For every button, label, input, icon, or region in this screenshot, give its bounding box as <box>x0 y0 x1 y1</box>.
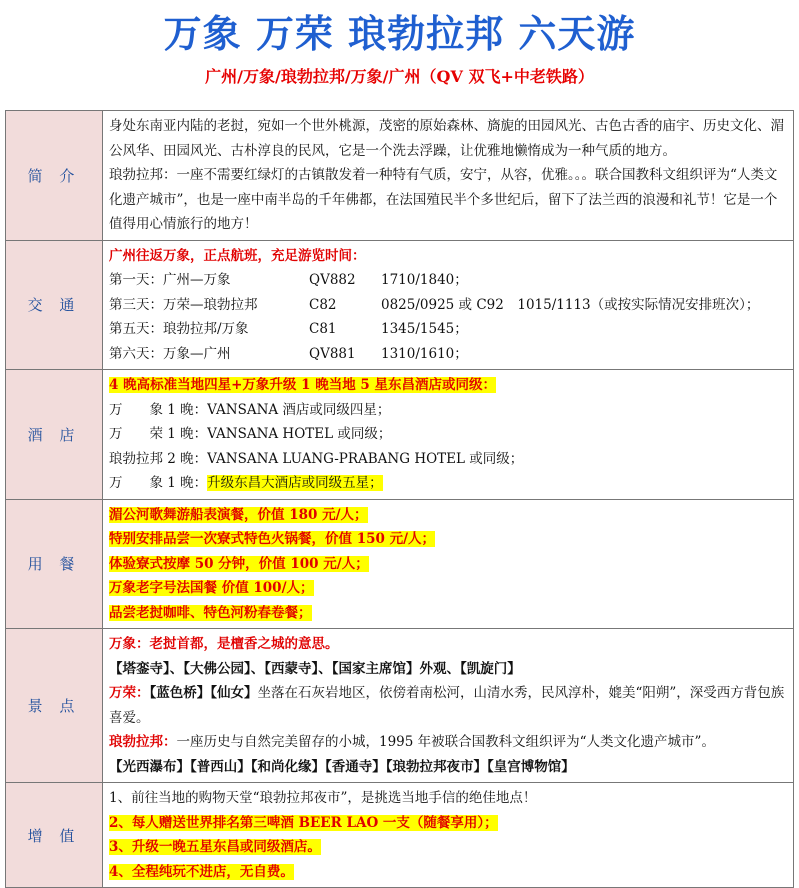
vangvieng-desc: 坐落在石灰岩地区，依傍着南松河，山清水秀，民风淳朴，媲美“阳朔”，深受西方背包族喜爱。 <box>109 685 785 726</box>
extras-item-1: 1、前往当地的购物天堂“琅勃拉邦夜市”，是挑选当地手信的绝佳地点！ <box>109 790 537 806</box>
extras-content <box>103 783 794 888</box>
hotel-heading-text: 4 晚高标准当地四星+万象升级 1 晚当地 5 星东昌酒店或同级： <box>109 377 496 393</box>
sights-label: 景 点 <box>6 629 103 783</box>
extras-item-4 <box>109 860 787 885</box>
transport-day: 第六天：万象—广州 <box>109 345 231 362</box>
transport-item <box>109 342 787 367</box>
extras-item-3-text: 3、升级一晚五星东昌或同级酒店。 <box>109 839 321 855</box>
extras-item-4-text: 4、全程纯玩不进店，无自费。 <box>109 863 294 880</box>
luangprabang-desc: 一座历史与自然完美留存的小城，1995 年被联合国教科文组织评为“人类文化遗产城市”。 <box>176 734 715 750</box>
transport-item <box>109 317 787 342</box>
vangvieng-name: 万荣： <box>109 685 150 701</box>
meal-row <box>6 499 794 629</box>
hotel-city: 万 象 1 晚： <box>109 475 208 491</box>
hotel-upgrade-name: 升级东昌大酒店或同级五星； <box>207 475 383 491</box>
hotel-city: 琅勃拉邦 2 晚： <box>109 450 208 467</box>
transport-time: 1345/1545； <box>381 321 468 337</box>
transport-flight: C82 <box>309 296 337 313</box>
hotel-city: 万 荣 1 晚： <box>109 426 208 442</box>
transport-row <box>6 240 794 370</box>
extras-item-2-text: 2、每人赠送世界排名第三啤酒 BEER LAO 一支（随餐享用）； <box>109 814 498 831</box>
meal-item <box>109 503 787 528</box>
meal-item-text: 品尝老挝咖啡、特色河粉春卷餐； <box>109 604 312 621</box>
transport-flight: QV882 <box>309 272 356 288</box>
meal-content <box>103 499 794 629</box>
meal-item <box>109 601 787 626</box>
hotel-item <box>109 447 787 472</box>
vientiane-title: 万象：老挝首都，是檀香之城的意思。 <box>109 636 339 652</box>
transport-day: 第一天：广州—万象 <box>109 272 231 288</box>
vangvieng-spots: 【蓝色桥】【仙女】 <box>149 685 258 701</box>
meal-item <box>109 527 787 552</box>
page-title: 万象 万荣 琅勃拉邦 六天游 <box>163 12 636 56</box>
luangprabang-info <box>109 730 787 755</box>
hotel-city: 万 象 1 晚： <box>109 401 208 418</box>
transport-flight: QV881 <box>309 345 356 362</box>
hotel-content <box>103 370 794 500</box>
transport-content <box>103 240 794 370</box>
itinerary-table <box>5 110 794 888</box>
meal-item-text: 湄公河歌舞游船表演餐，价值 180 元/人； <box>109 506 368 523</box>
luangprabang-spots: 【光西瀑布】【普西山】【和尚化缘】【香通寺】【琅勃拉邦夜市】【皇宫博物馆】 <box>109 758 575 775</box>
hotel-heading <box>109 373 787 398</box>
transport-heading: 广州往返万象，正点航班，充足游览时间： <box>109 247 366 264</box>
transport-day: 第三天：万荣—琅勃拉邦 <box>109 296 258 313</box>
hotel-item <box>109 398 787 423</box>
extras-row <box>6 783 794 888</box>
transport-day: 第五天：琅勃拉邦/万象 <box>109 321 249 337</box>
hotel-item <box>109 422 787 447</box>
transport-time: 1310/1610； <box>381 345 468 362</box>
luangprabang-name: 琅勃拉邦： <box>109 734 177 750</box>
meal-item <box>109 552 787 577</box>
route-subtitle: 广州/万象/琅勃拉邦/万象/广州（QV 双飞+中老铁路） <box>205 67 594 86</box>
meal-item <box>109 576 787 601</box>
intro-row <box>6 111 794 241</box>
sights-row <box>6 629 794 783</box>
meal-item-text: 万象老字号法国餐 价值 100/人； <box>109 580 314 596</box>
sights-content <box>103 629 794 783</box>
hotel-name: VANSANA 酒店或同级四星； <box>207 401 391 418</box>
transport-label: 交 通 <box>6 240 103 370</box>
hotel-item-upgrade <box>109 471 787 496</box>
hotel-name: VANSANA HOTEL 或同级； <box>207 426 392 442</box>
intro-paragraph-2: 琅勃拉邦：一座不需要红绿灯的古镇散发着一种特有气质，安宁，从容，优雅。。。联合国教科文组织评为“人类文化遗产城市”，也是一座中南半岛的千年佛都，在法国殖民半个多世纪后，留下了法兰西的浪漫和礼节！它是一个值得用心情旅行的地方！ <box>109 167 778 232</box>
transport-item <box>109 293 787 318</box>
vangvieng-info <box>109 681 787 730</box>
hotel-label: 酒 店 <box>6 370 103 500</box>
transport-flight: C81 <box>309 321 337 337</box>
intro-label: 简 介 <box>6 111 103 241</box>
extras-item-3 <box>109 835 787 860</box>
vientiane-spots: 【塔銮寺】、【大佛公园】、【西蒙寺】、【国家主席馆】外观、【凯旋门】 <box>109 660 521 677</box>
transport-time: 1710/1840； <box>381 272 468 288</box>
extras-label: 增 值 <box>6 783 103 888</box>
meal-label: 用 餐 <box>6 499 103 629</box>
transport-item <box>109 268 787 293</box>
hotel-row <box>6 370 794 500</box>
meal-item-text: 体验寮式按摩 50 分钟，价值 100 元/人； <box>109 555 369 572</box>
intro-paragraph-1: 身处东南亚内陆的老挝，宛如一个世外桃源，茂密的原始森林、旖旎的田园风光、古色古香的庙宇、历史文化、湄公风华、田园风光、古朴淳良的民风，它是一个洗去浮躁，让优雅地懒惰成为一种气质的地方。 <box>109 118 784 159</box>
meal-item-text: 特别安排品尝一次寮式特色火锅餐，价值 150 元/人； <box>109 531 436 547</box>
extras-item-2 <box>109 811 787 836</box>
intro-content <box>103 111 794 241</box>
transport-time: 0825/0925 或 C92 1015/1113（或按实际情况安排班次）； <box>381 296 760 313</box>
hotel-name: VANSANA LUANG-PRABANG HOTEL 或同级； <box>207 450 524 467</box>
